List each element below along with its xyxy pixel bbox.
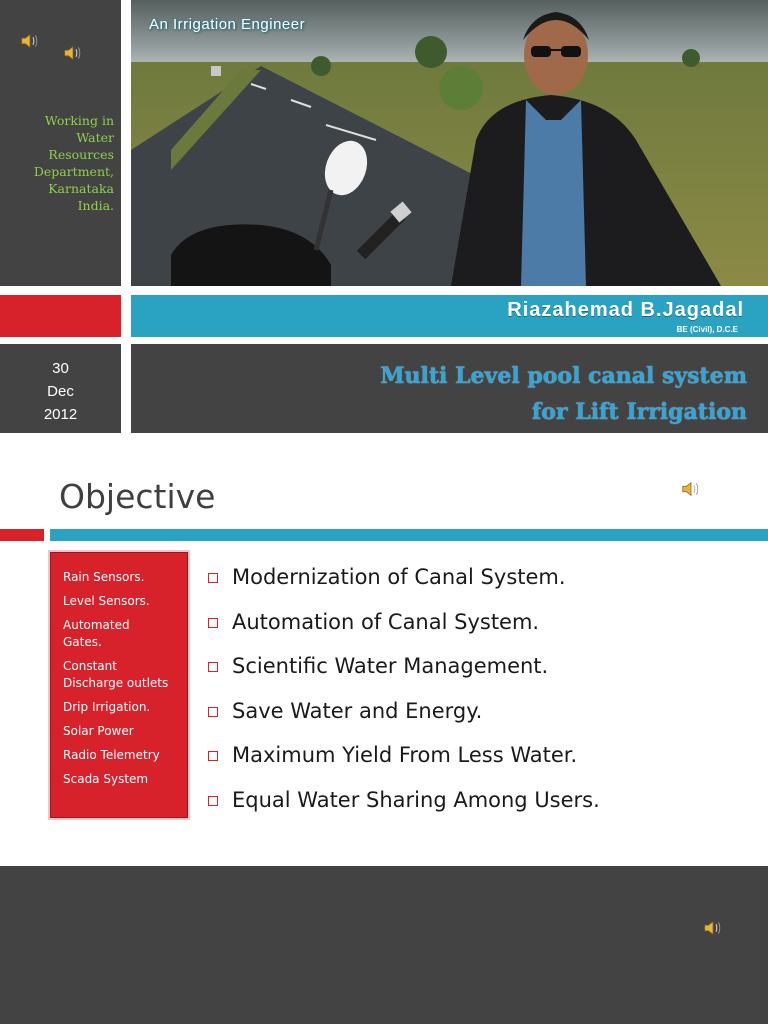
workplace-line: Water [76,130,114,145]
bullet-text: Save Water and Energy. [232,698,483,723]
speaker-icon[interactable] [62,42,84,64]
profile-photo [131,0,768,286]
workplace-line: Resources [48,147,114,162]
technology-item: Constant Discharge outlets [63,659,169,690]
bullet-text: Modernization of Canal System. [232,565,566,589]
technology-item: Solar Power [63,724,134,738]
date-year: 2012 [43,406,78,423]
objective-slide [0,433,768,866]
objective-bullet [207,740,747,785]
subtitle-panel [131,344,768,433]
bullet-square-icon [208,618,218,628]
date-month: Dec [47,383,74,400]
bullet-square-icon [208,707,218,717]
technology-item: Radio Telemetry [63,748,160,762]
workplace-line: Karnataka [48,181,114,196]
subtitle-line: Multi Level pool canal system [380,363,747,389]
objective-bullet [207,607,747,652]
speaker-icon[interactable] [702,917,724,939]
photo-caption: An Irrigation Engineer [149,16,306,33]
technology-list-box [50,552,188,818]
bullet-text: Maximum Yield From Less Water. [232,743,578,767]
bullet-square-icon [208,796,218,806]
objective-bullet [207,562,747,607]
date-panel [0,344,121,433]
presentation-subtitle [380,358,747,430]
divider-red [0,529,44,541]
objective-bullet [207,696,747,741]
bullet-text: Automation of Canal System. [232,609,540,634]
speaker-icon[interactable] [19,30,41,52]
speaker-icon[interactable] [680,478,702,500]
technology-item: Automated Gates. [63,618,130,649]
workplace-line: Department, [33,164,114,179]
bullet-text: Scientific Water Management. [232,654,549,678]
technology-item: Scada System [63,772,149,786]
author-credentials: BE (Civil), D.C.E [676,325,738,334]
slide-title: Objective [59,477,216,516]
objective-bullet [207,785,747,830]
title-slide [0,0,768,433]
objective-bullet [207,651,747,696]
workplace-line: Working in [44,113,114,128]
bullet-square-icon [208,662,218,672]
bullet-square-icon [208,573,218,583]
technology-item: Level Sensors. [63,594,150,608]
accent-strip-red [0,295,121,337]
name-bar [131,295,768,337]
technology-item: Rain Sensors. [63,570,145,584]
bullet-text: Equal Water Sharing Among Users. [232,787,600,812]
technology-item: Drip Irrigation. [63,700,151,714]
next-slide-preview [0,866,768,1024]
divider-teal [50,529,768,541]
workplace-line: India. [77,198,114,213]
objective-bullets [207,562,747,829]
side-panel [0,0,121,286]
workplace-text [9,112,114,214]
author-name: Riazahemad B.Jagadal [507,299,744,321]
bullet-square-icon [208,751,218,761]
date-day: 30 [52,360,69,377]
subtitle-line: for Lift Irrigation [531,399,747,425]
